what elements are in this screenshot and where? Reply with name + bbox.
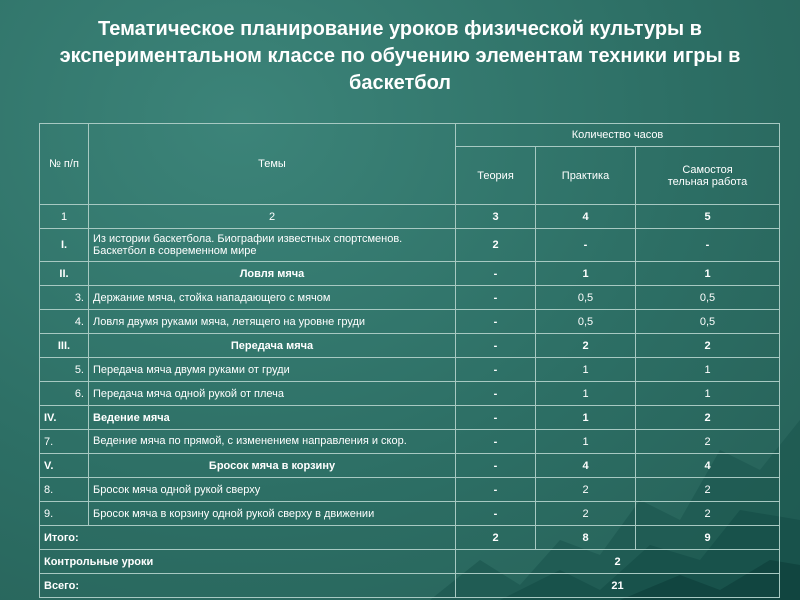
row-topic: Из истории баскетбола. Биографии известных спортсменов. Баскетбол в современном мире (89, 229, 456, 262)
row-topic: Бросок мяча в корзину одной рукой сверху в движении (89, 502, 456, 526)
header-theory: Теория (456, 147, 536, 205)
total-theory: 2 (456, 526, 536, 550)
total-label: Итого: (40, 526, 456, 550)
column-number-row (40, 205, 780, 229)
column-number: 5 (636, 205, 780, 229)
total-row (40, 526, 780, 550)
row-self-work: 0,5 (636, 286, 780, 310)
row-topic: Передача мяча двумя руками от груди (89, 358, 456, 382)
row-self-work: 4 (636, 454, 780, 478)
row-self-work: 2 (636, 502, 780, 526)
row-practice: 0,5 (536, 310, 636, 334)
row-self-work: - (636, 229, 780, 262)
row-theory: - (456, 502, 536, 526)
row-number: 5. (40, 358, 89, 382)
row-number: 9. (40, 502, 89, 526)
row-number: 4. (40, 310, 89, 334)
row-theory: - (456, 406, 536, 430)
row-topic: Ведение мяча по прямой, с изменением направления и скор. (89, 430, 456, 454)
lesson-plan-table (39, 123, 780, 598)
column-number: 1 (40, 205, 89, 229)
table-row (40, 262, 780, 286)
table-row (40, 310, 780, 334)
row-topic: Бросок мяча в корзину (89, 454, 456, 478)
row-theory: - (456, 382, 536, 406)
row-theory: - (456, 478, 536, 502)
grand-total-label: Всего: (40, 574, 456, 598)
row-theory: 2 (456, 229, 536, 262)
column-number: 3 (456, 205, 536, 229)
column-number: 2 (89, 205, 456, 229)
row-self-work: 1 (636, 382, 780, 406)
row-practice: - (536, 229, 636, 262)
grand-total-value: 21 (456, 574, 780, 598)
row-theory: - (456, 334, 536, 358)
row-practice: 1 (536, 358, 636, 382)
row-self-work: 0,5 (636, 310, 780, 334)
table-row (40, 286, 780, 310)
page-title: Тематическое планирование уроков физической культуры в экспериментальном классе по обучению элементам техники игры в баскетбол (59, 18, 741, 94)
row-self-work: 1 (636, 358, 780, 382)
table-row (40, 502, 780, 526)
header-self-work: Самостоя тельная работа (636, 147, 780, 205)
row-self-work: 2 (636, 430, 780, 454)
control-lessons-value: 2 (456, 550, 780, 574)
total-self-work: 9 (636, 526, 780, 550)
control-lessons-label: Контрольные уроки (40, 550, 456, 574)
row-self-work: 2 (636, 478, 780, 502)
table-row (40, 478, 780, 502)
control-lessons-row (40, 550, 780, 574)
row-theory: - (456, 262, 536, 286)
row-self-work: 1 (636, 262, 780, 286)
row-number: 3. (40, 286, 89, 310)
header-hours: Количество часов (456, 124, 780, 147)
row-practice: 2 (536, 502, 636, 526)
row-topic: Ловля мяча (89, 262, 456, 286)
row-practice: 1 (536, 430, 636, 454)
total-practice: 8 (536, 526, 636, 550)
table-row (40, 454, 780, 478)
row-practice: 1 (536, 382, 636, 406)
row-practice: 1 (536, 406, 636, 430)
row-practice: 2 (536, 478, 636, 502)
row-topic: Передача мяча одной рукой от плеча (89, 382, 456, 406)
row-topic: Передача мяча (89, 334, 456, 358)
grand-total-row (40, 574, 780, 598)
row-number: 8. (40, 478, 89, 502)
row-number: 6. (40, 382, 89, 406)
column-number: 4 (536, 205, 636, 229)
table-row (40, 406, 780, 430)
header-number: № п/п (40, 124, 89, 205)
row-practice: 0,5 (536, 286, 636, 310)
table-row (40, 334, 780, 358)
row-topic: Ловля двумя руками мяча, летящего на уровне груди (89, 310, 456, 334)
row-number: 7. (40, 430, 89, 454)
row-practice: 4 (536, 454, 636, 478)
row-practice: 2 (536, 334, 636, 358)
row-self-work: 2 (636, 334, 780, 358)
row-theory: - (456, 454, 536, 478)
row-number: I. (40, 229, 89, 262)
row-number: II. (40, 262, 89, 286)
row-theory: - (456, 310, 536, 334)
row-topic: Бросок мяча одной рукой сверху (89, 478, 456, 502)
table-row (40, 382, 780, 406)
row-theory: - (456, 430, 536, 454)
row-number: IV. (40, 406, 89, 430)
row-topic: Держание мяча, стойка нападающего с мячом (89, 286, 456, 310)
row-theory: - (456, 358, 536, 382)
table-row (40, 358, 780, 382)
header-row (40, 124, 780, 147)
row-number: III. (40, 334, 89, 358)
row-topic: Ведение мяча (89, 406, 456, 430)
header-practice: Практика (536, 147, 636, 205)
row-practice: 1 (536, 262, 636, 286)
row-number: V. (40, 454, 89, 478)
table-row (40, 229, 780, 262)
row-self-work: 2 (636, 406, 780, 430)
row-theory: - (456, 286, 536, 310)
header-topics: Темы (89, 124, 456, 205)
table-row (40, 430, 780, 454)
